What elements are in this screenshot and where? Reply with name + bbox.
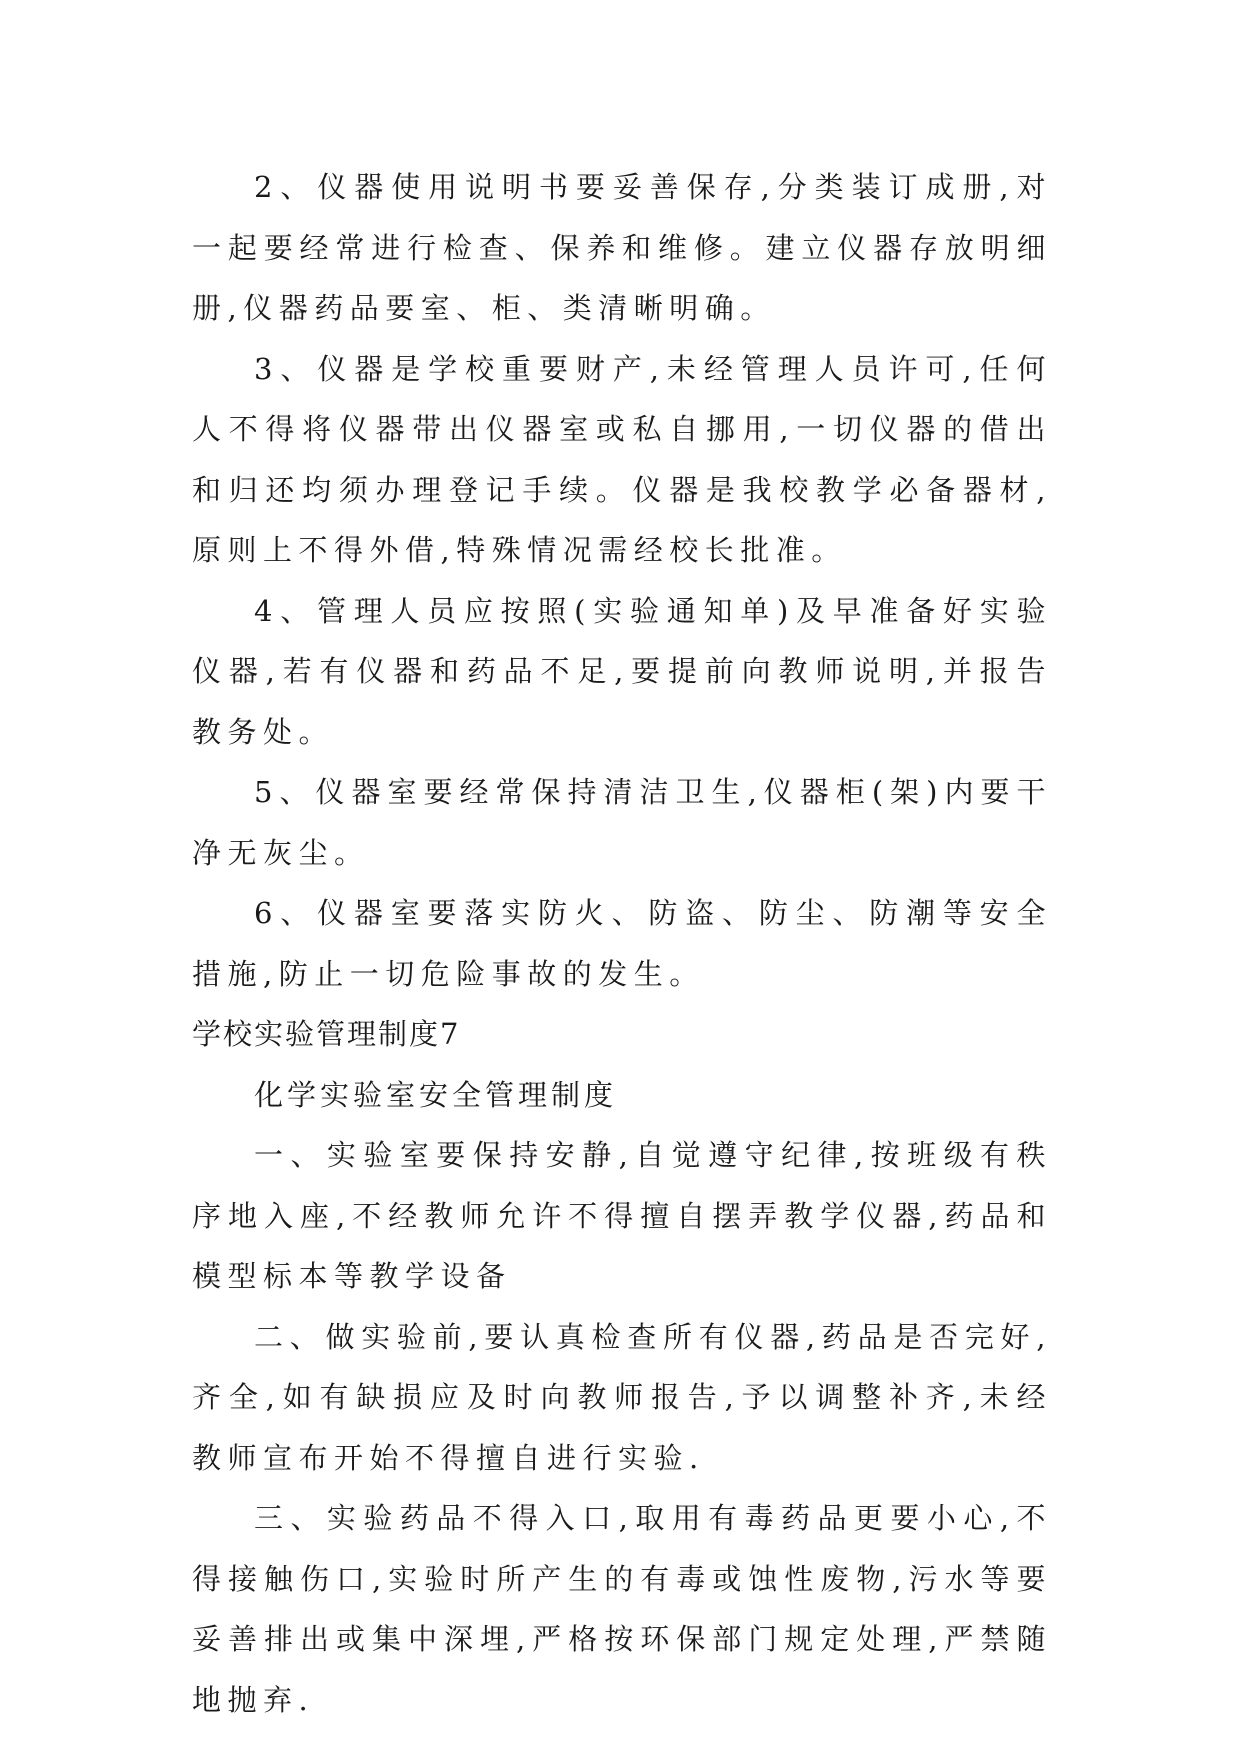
rule-item-2: 二、做实验前,要认真检查所有仪器,药品是否完好,齐全,如有缺损应及时向教师报告,予以调整补齐,未经教师宣布开始不得擅自进行实验. <box>192 1319 1052 1475</box>
section-heading: 学校实验管理制度7 <box>192 1017 461 1051</box>
paragraph-item-6: 6、仪器室要落实防火、防盗、防尘、防潮等安全措施,防止一切危险事故的发生。 <box>192 896 1052 991</box>
paragraph-item-2: 2、仪器使用说明书要妥善保存,分类装订成册,对一起要经常进行检查、保养和维修。建立仪器存放明细册,仪器药品要室、柜、类清晰明确。 <box>192 170 1052 325</box>
paragraph-item-4: 4、管理人员应按照(实验通知单)及早准备好实验仪器,若有仪器和药品不足,要提前向教师说明,并报告教务处。 <box>192 593 1052 749</box>
document-body <box>192 157 1052 1730</box>
paragraph-item-3: 3、仪器是学校重要财产,未经管理人员许可,任何人不得将仪器带出仪器室或私自挪用,一切仪器的借出和归还均须办理登记手续。仪器是我校教学必备器材,原则上不得外借,特殊情况需经校长批准。 <box>192 351 1052 567</box>
rule-item-1: 一、实验室要保持安静,自觉遵守纪律,按班级有秩序地入座,不经教师允许不得擅自摆弄教学仪器,药品和模型标本等教学设备 <box>192 1138 1052 1293</box>
section-subheading: 化学实验室安全管理制度 <box>254 1077 618 1112</box>
paragraph-item-5: 5、仪器室要经常保持清洁卫生,仪器柜(架)内要干净无灰尘。 <box>192 775 1052 870</box>
rule-item-3: 三、实验药品不得入口,取用有毒药品更要小心,不得接触伤口,实验时所产生的有毒或蚀性废物,污水等要妥善排出或集中深埋,严格按环保部门规定处理,严禁随地抛弃. <box>192 1501 1052 1717</box>
